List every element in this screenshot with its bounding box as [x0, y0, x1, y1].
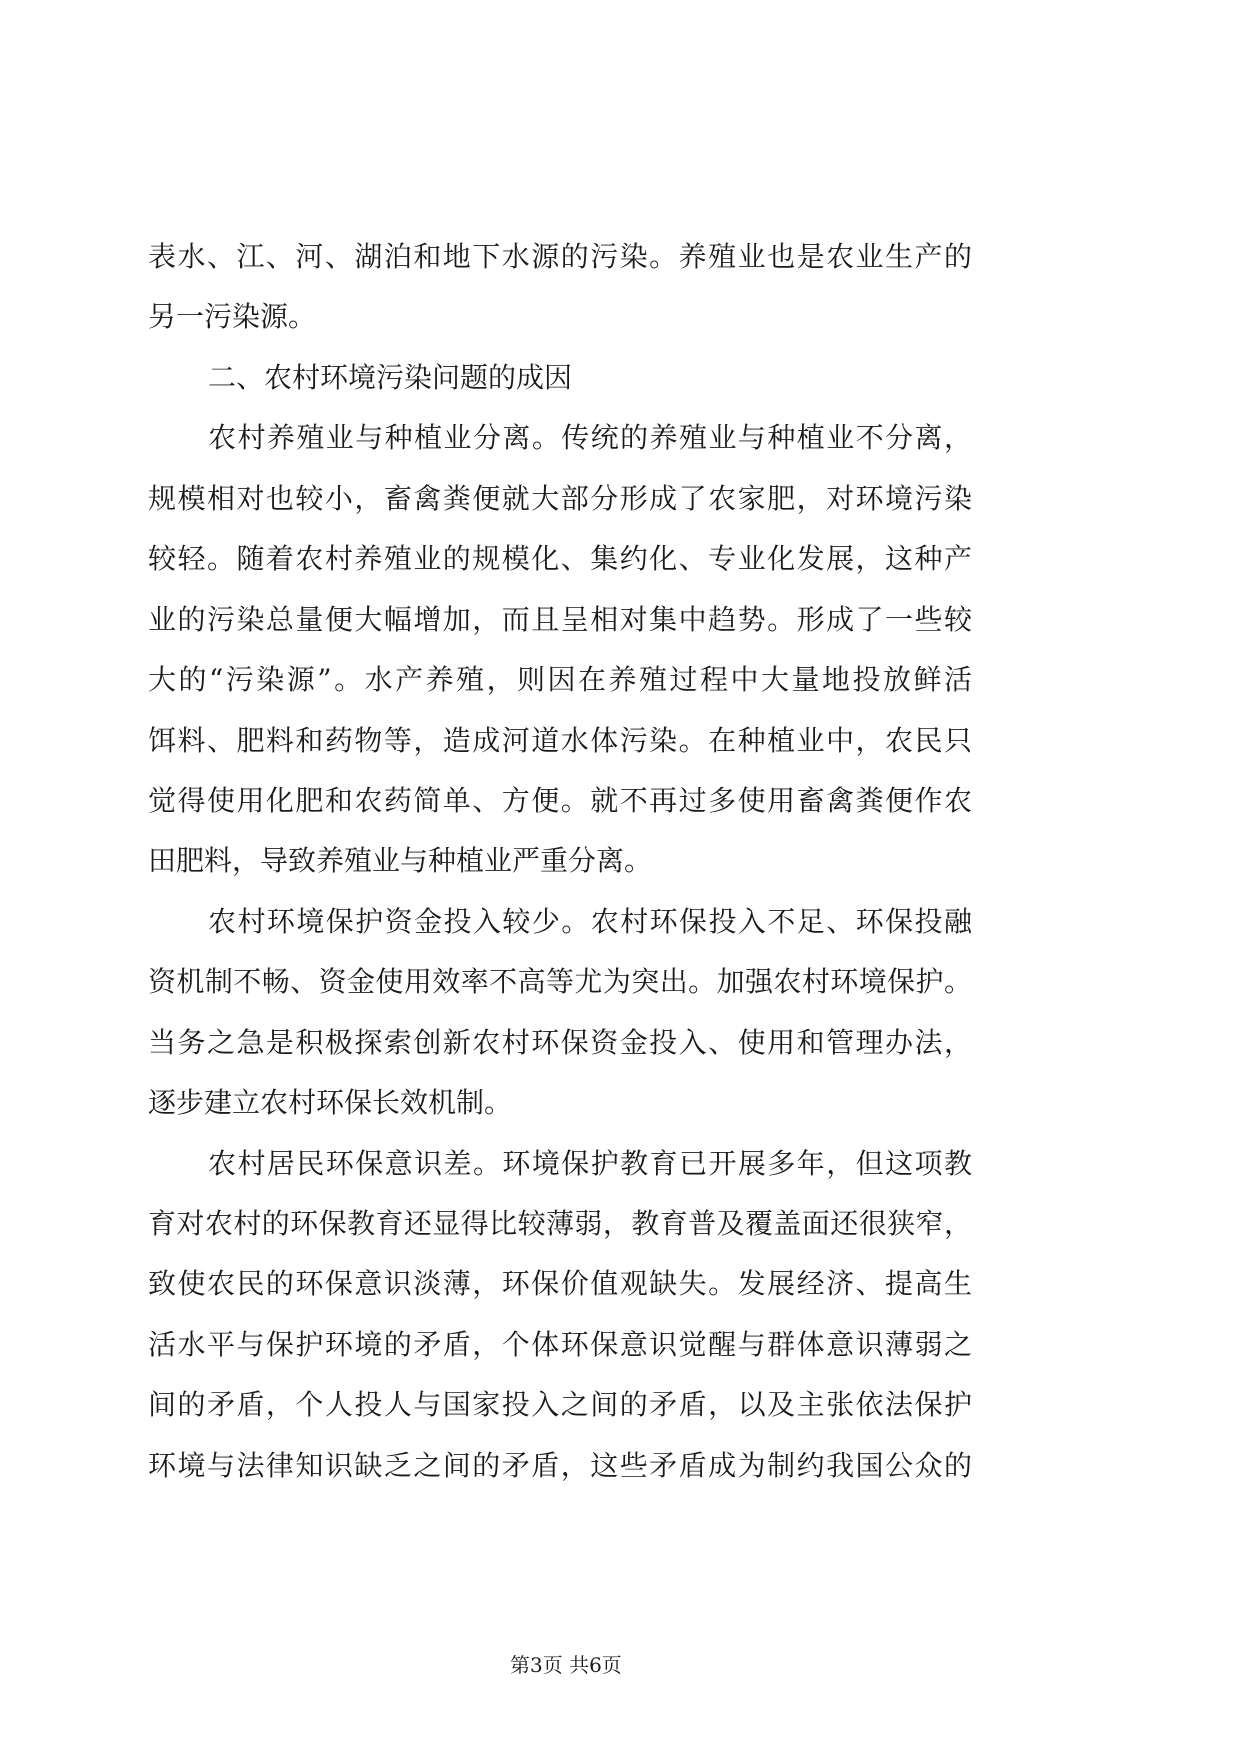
text-line: 致使农民的环保意识淡薄，环保价值观缺失。发展经济、提高生: [148, 1267, 972, 1301]
page-footer: [510, 1650, 622, 1680]
text-line: 当务之急是积极探索创新农村环保资金投入、使用和管理办法，: [148, 1025, 972, 1059]
paragraph: [148, 408, 972, 892]
text-line: 田肥料，导致养殖业与种植业严重分离。: [148, 844, 653, 878]
text-line: 较轻。随着农村养殖业的规模化、集约化、专业化发展，这种产: [148, 542, 972, 576]
text-line: 大的“污染源”。水产养殖，则因在养殖过程中大量地投放鲜活: [148, 663, 972, 697]
text-line: 环境与法律知识缺乏之间的矛盾，这些矛盾成为制约我国公众的: [148, 1448, 972, 1482]
paragraph: [148, 1134, 972, 1497]
text-line: 资机制不畅、资金使用效率不高等尤为突出。加强农村环境保护。: [148, 965, 972, 999]
text-line: 觉得使用化肥和农药简单、方便。就不再过多使用畜禽粪便作农: [148, 783, 972, 817]
text-line: 饵料、肥料和药物等，造成河道水体污染。在种植业中，农民只: [148, 723, 972, 757]
text-line: 规模相对也较小，畜禽粪便就大部分形成了农家肥，对环境污染: [148, 481, 972, 515]
section-heading-text: 二、农村环境污染问题的成因: [208, 360, 573, 394]
text-line: 表水、江、河、湖泊和地下水源的污染。养殖业也是农业生产的: [148, 240, 972, 273]
text-line: 育对农村的环保教育还显得比较薄弱，教育普及覆盖面还很狭窄，: [148, 1207, 972, 1240]
page-number-label: 第3页 共6页: [510, 1653, 622, 1677]
text-line: 间的矛盾，个人投人与国家投入之间的矛盾，以及主张依法保护: [148, 1388, 972, 1422]
section-heading: [148, 348, 972, 408]
text-line: 另一污染源。: [148, 300, 317, 334]
text-line: 农村养殖业与种植业分离。传统的养殖业与种植业不分离，: [208, 421, 972, 455]
paragraph: [148, 892, 972, 1134]
body-text: [148, 227, 972, 1496]
text-line: 逐步建立农村环保长效机制。: [148, 1086, 513, 1120]
text-line: 活水平与保护环境的矛盾，个体环保意识觉醒与群体意识薄弱之: [148, 1327, 972, 1361]
text-line: 农村居民环保意识差。环境保护教育已开展多年，但这项教: [208, 1146, 972, 1180]
text-line: 农村环境保护资金投入较少。农村环保投入不足、环保投融: [208, 904, 972, 938]
paragraph: [148, 227, 972, 348]
text-line: 业的污染总量便大幅增加，而且呈相对集中趋势。形成了一些较: [148, 602, 972, 636]
